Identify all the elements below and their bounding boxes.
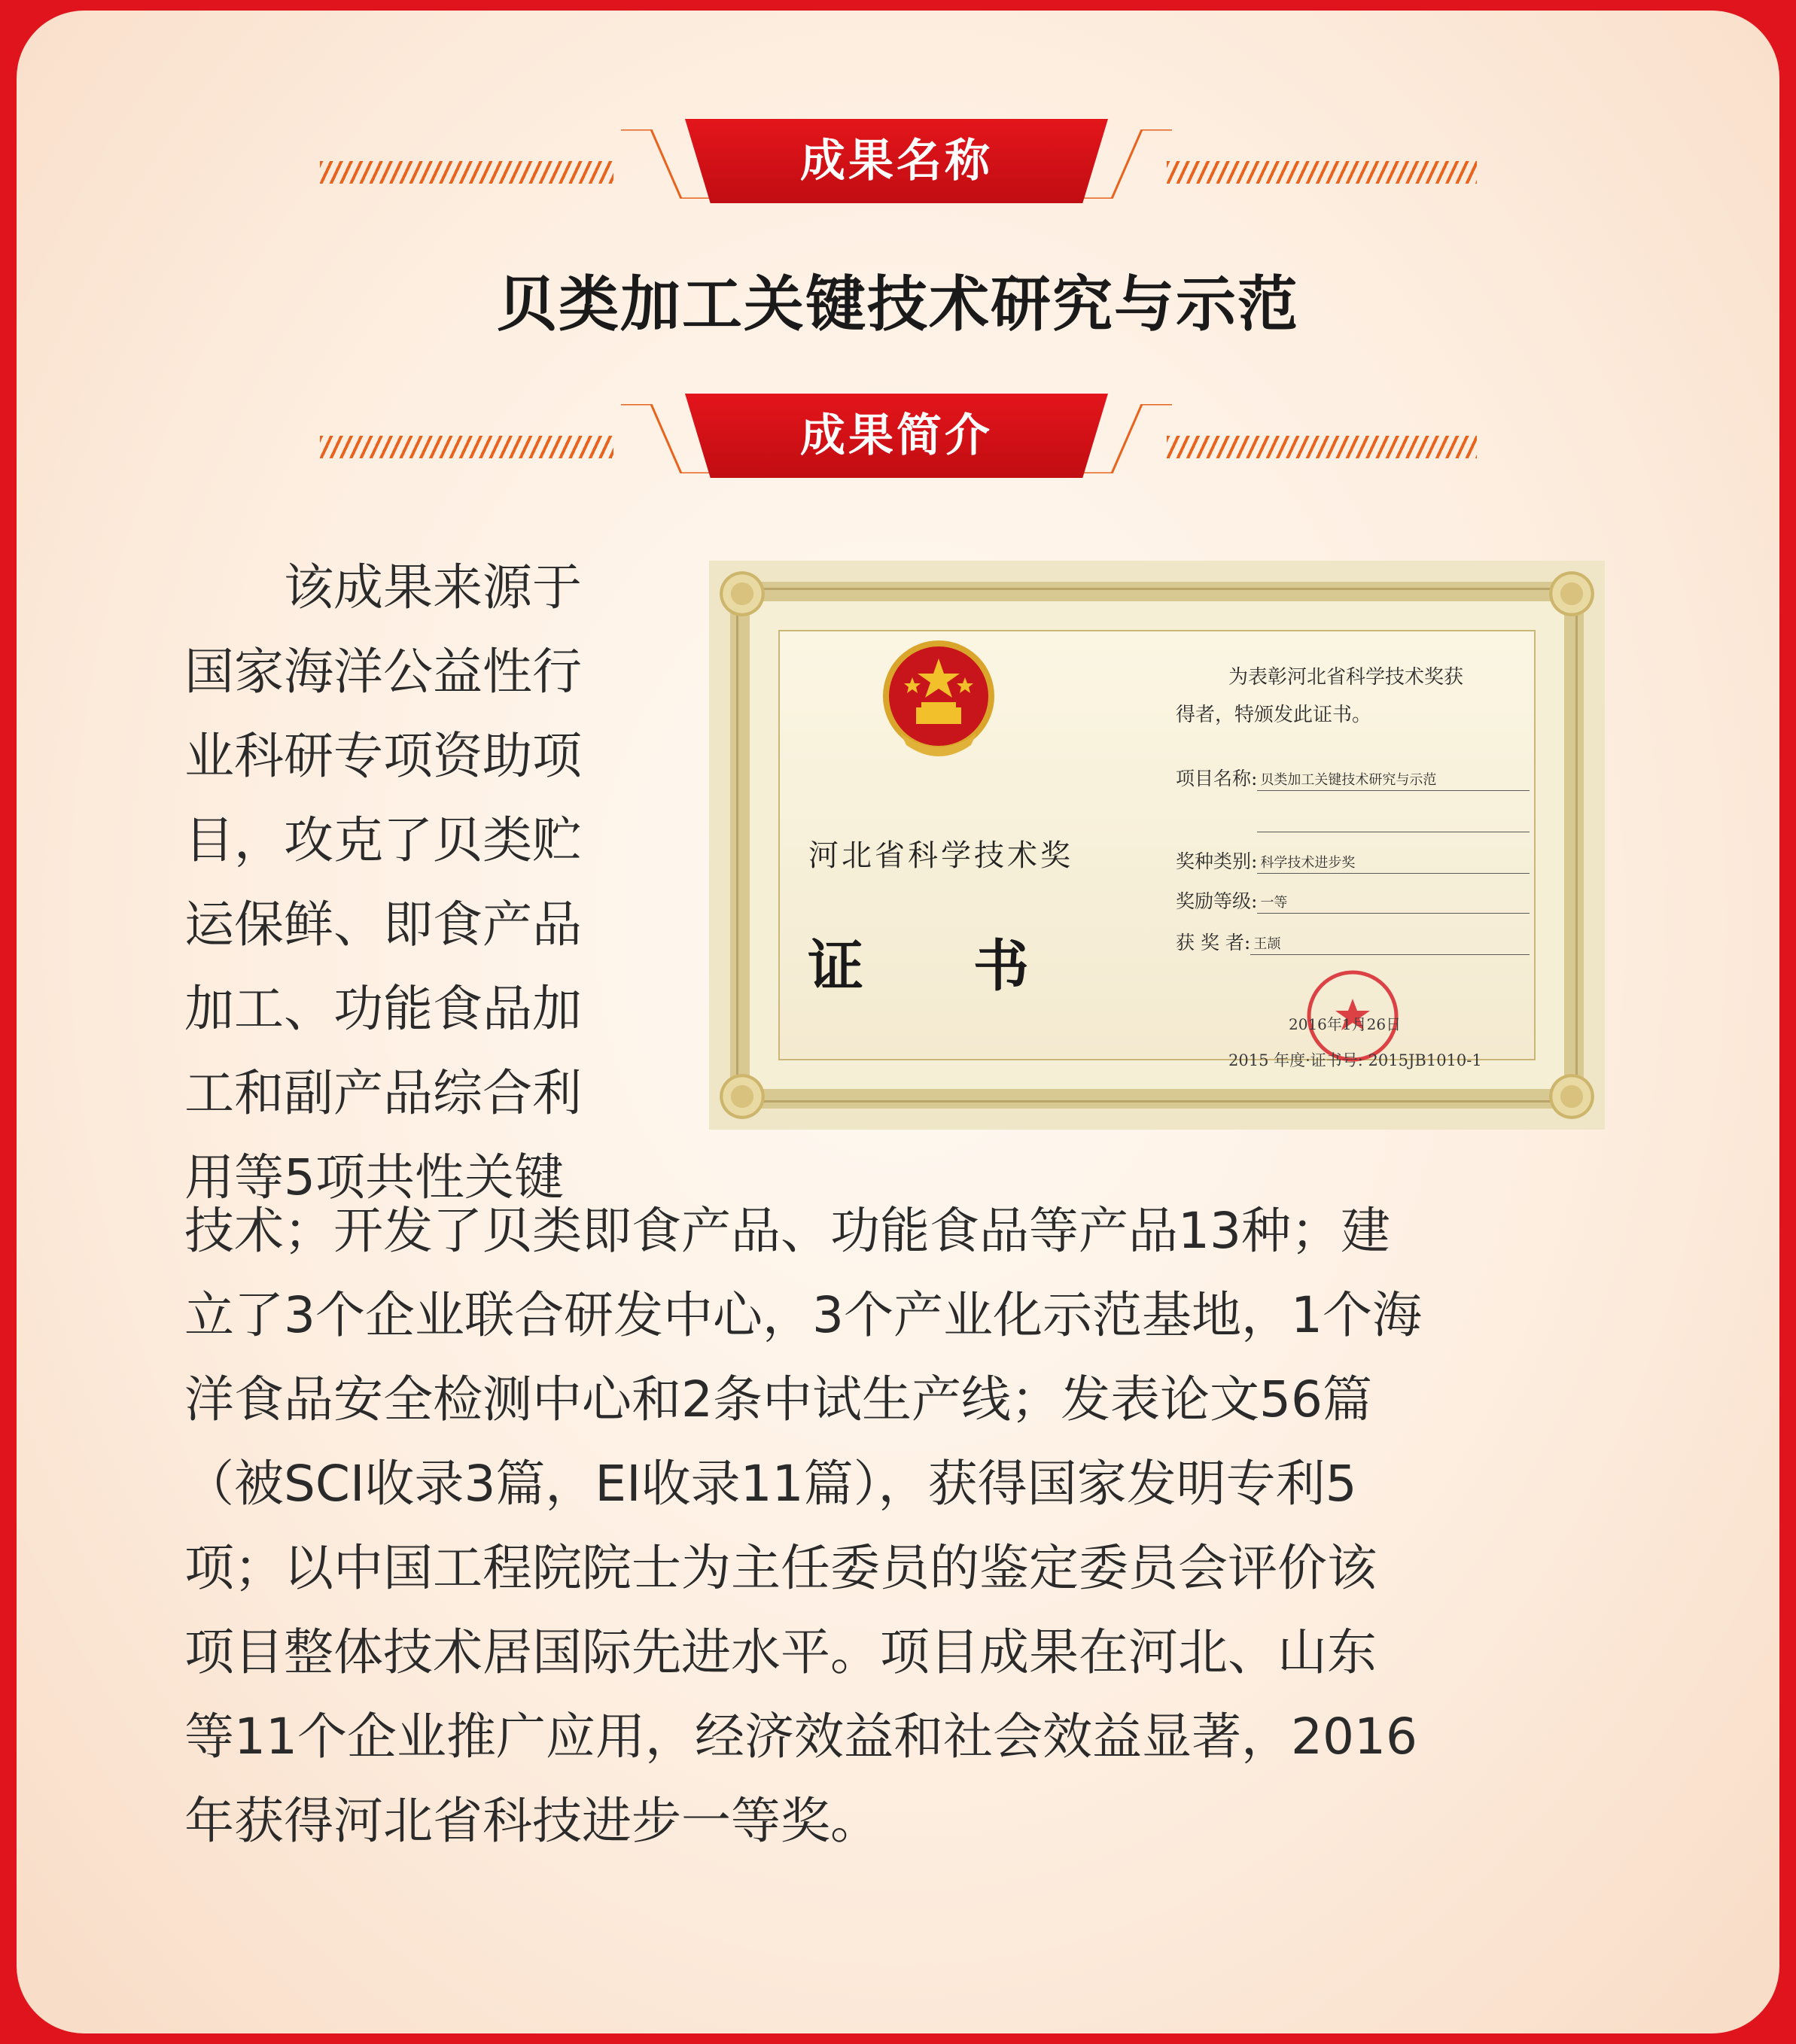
text-line: 年获得河北省科技进步一等奖。 xyxy=(184,1792,880,1850)
certificate-field-winner xyxy=(1176,928,1530,955)
certificate-intro-line: 得者，特颁发此证书。 xyxy=(1176,704,1372,726)
field-value: 贝类加工关键技术研究与示范 xyxy=(1257,769,1530,791)
section-heading: 成果简介 xyxy=(800,409,993,462)
certificate-doc-type: 证 书 xyxy=(808,934,1074,999)
banner-hatch-left xyxy=(320,436,613,458)
text-line: 工和副产品综合利 xyxy=(184,1064,582,1122)
text-line: 加工、功能食品加 xyxy=(184,980,582,1038)
field-label: 项目名称: xyxy=(1176,768,1258,789)
certificate-intro xyxy=(1176,659,1530,734)
corner-ornament xyxy=(1549,1074,1594,1119)
certificate-field-level xyxy=(1176,887,1530,914)
national-emblem-icon xyxy=(875,636,1003,764)
text-line: 目，攻克了贝类贮 xyxy=(184,811,582,869)
section-heading: 成果名称 xyxy=(800,135,993,187)
text-line: 项；以中国工程院院士为主任委员的鉴定委员会评价该 xyxy=(184,1539,1377,1597)
field-label: 奖励等级: xyxy=(1176,890,1258,912)
field-value-empty xyxy=(1257,830,1530,832)
project-title: 贝类加工关键技术研究与示范 xyxy=(497,269,1299,339)
certificate-field-blank xyxy=(1176,805,1530,832)
text-line: 项目整体技术居国际先进水平。项目成果在河北、山东 xyxy=(184,1623,1377,1681)
text-line: 等11个企业推广应用，经济效益和社会效益显著，2016 xyxy=(184,1708,1417,1766)
corner-ornament xyxy=(1549,571,1594,616)
certificate-award-name: 河北省科学技术奖 xyxy=(808,838,1073,873)
text-line: （被SCI收录3篇，EI收录11篇），获得国家发明专利5 xyxy=(184,1455,1357,1513)
field-label: 奖种类别: xyxy=(1176,850,1258,872)
text-line: 立了3个企业联合研发中心，3个产业化示范基地，1个海 xyxy=(184,1286,1422,1344)
banner-hatch-right xyxy=(1167,436,1477,458)
text-line: 国家海洋公益性行 xyxy=(184,643,582,701)
text-line: 技术；开发了贝类即食产品、功能食品等产品13种；建 xyxy=(184,1202,1390,1260)
banner-hatch-left xyxy=(320,161,613,184)
certificate-intro-line: 为表彰河北省科学技术奖获 xyxy=(1228,666,1464,689)
field-value: 王颉 xyxy=(1250,933,1530,955)
text-line: 洋食品安全检测中心和2条中试生产线；发表论文56篇 xyxy=(184,1370,1372,1428)
text-line: 用等5项共性关键 xyxy=(184,1148,564,1206)
certificate-field-category xyxy=(1176,847,1530,874)
certificate-number: 2015 年度·证书号: 2015JB1010-1 xyxy=(1228,1051,1482,1069)
corner-ornament xyxy=(720,571,765,616)
intro-full-text xyxy=(184,1189,1615,1863)
section-banner-intro xyxy=(0,394,1796,491)
text-line: 运保鲜、即食产品 xyxy=(184,896,582,954)
text-line: 业科研专项资助项 xyxy=(184,727,582,785)
corner-ornament xyxy=(720,1074,765,1119)
certificate-date: 2016年1月26日 xyxy=(1289,1015,1402,1033)
field-label: 获 奖 者: xyxy=(1176,932,1251,954)
field-value: 科学技术进步奖 xyxy=(1257,852,1530,874)
banner-hatch-right xyxy=(1167,161,1477,184)
field-value: 一等 xyxy=(1257,892,1530,914)
section-banner-name xyxy=(0,119,1796,217)
text-line: 该成果来源于 xyxy=(184,558,582,616)
intro-column-text xyxy=(184,546,644,1220)
award-certificate xyxy=(709,561,1605,1130)
certificate-field-project xyxy=(1176,764,1530,791)
